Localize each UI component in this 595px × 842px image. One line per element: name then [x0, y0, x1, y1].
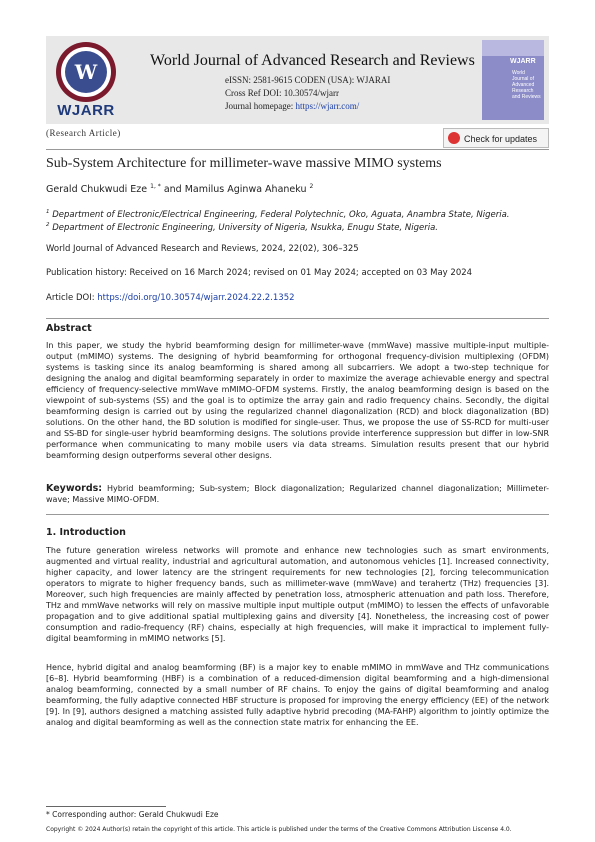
author-2[interactable]: Mamilus Aginwa Ahaneku: [184, 184, 307, 196]
journal-title: World Journal of Advanced Research and Reviews: [150, 52, 475, 69]
abstract-divider-bottom: [46, 514, 549, 515]
check-updates-label: Check for updates: [464, 134, 538, 144]
homepage-link[interactable]: https://wjarr.com/: [295, 101, 360, 111]
doi-link[interactable]: https://doi.org/10.30574/wjarr.2024.22.2.1352: [97, 293, 295, 303]
publication-history: Publication history: Received on 16 March 2024; revised on 01 May 2024; accepted on 03 May 2024: [46, 268, 473, 278]
logo-letter: W: [65, 51, 107, 93]
crossref-line: Cross Ref DOI: 10.30574/wjarr: [225, 88, 339, 98]
intro-paragraph-1: The future generation wireless networks will promote and enhance new technologies such as smart environments, augmented and virtual reality, industrial and agricultural automation, and autonomous vehicles [1]. Increased connectivity, higher capacity, and lower latency are the stringent requirements for new technologies [2], forcing telecommunication operators to migrate to higher frequency bands, such as millimeter-wave (mmWave) and terahertz (THz) frequencies [3]. Moreover, such high frequencies are mainly affected by penetration loss, atmospheric attenuation and path loss. Therefore, THz and mmWave networks will rely on massive multiple input multiple output (mMIMO) to lessen the effects of unfavorable propagation and to give additional spatial multiplexing gains and diversity [4]. Nonetheless, the increasing cost of power consumption and radio-frequency (RF) chains, especially at high frequencies, will make it impractical to implement fully-digital beamforming in mMIMO networks [5].: [46, 546, 549, 643]
citation: World Journal of Advanced Research and Reviews, 2024, 22(02), 306–325: [46, 244, 359, 254]
article-title: Sub-System Architecture for millimeter-wave massive MIMO systems: [46, 156, 442, 171]
author-list: Gerald Chukwudi Eze $^{1, *}$ and Mamilus Aginwa Ahaneku $^2$: [46, 183, 314, 196]
affiliation-1: $^1$ Department of Electronic/Electrical Engineering, Federal Polytechnic, Oko, Aguata, Anambra State, Nigeria.: [46, 209, 510, 220]
footnote-divider: [46, 806, 166, 807]
keywords-label: Keywords:: [46, 483, 103, 494]
article-type: (Research Article): [46, 128, 121, 138]
abstract-heading: Abstract: [46, 323, 92, 334]
check-for-updates-button[interactable]: [443, 128, 549, 148]
abstract-body: In this paper, we study the hybrid beamforming design for millimeter-wave (mmWave) massive multiple-input multiple-output (mMIMO) systems. The designing of hybrid beamforming for orthogonal frequency-division multiplexing (OFDM) systems is tasking since its analog beamforming is shared among all subcarriers. We adopt a two-step technique for designing the analog and digital beamforming separately in order to maximize the average achievable energy and spectral efficiency of frequency-selective mmWave mMIMO-OFDM systems. Firstly, the analog beamforming design is based on the viewpoint of sub-systems (SS) and the goal is to optimize the array gain and radio frequency chains. Secondly, the digital beamforming design is carried out by using the regularized channel diagonalization (RCD) and block diagonalization (BD) solutions. On the other hand, the BD solution is modified for single-user. Thus, we propose the use of SS-RCD for multi-user and SS-BD for single-user hybrid beamforming designs. The solutions provide interference suppression but differ in low-SNR performance when communicating to many mobile users via data streams. Simulation results present that our hybrid beamforming design outperforms several other designs.: [46, 341, 549, 460]
journal-meta: [225, 74, 390, 113]
copyright-notice: Copyright © 2024 Author(s) retain the copyright of this article. This article is published under the terms of the Creative Commons Attribution Liscense 4.0.: [46, 826, 512, 833]
header-divider: [46, 149, 549, 150]
check-updates-icon: [448, 132, 460, 144]
article-doi: Article DOI: https://doi.org/10.30574/wjarr.2024.22.2.1352: [46, 293, 295, 303]
section-heading-introduction: 1. Introduction: [46, 527, 126, 538]
corresponding-author-note: * Corresponding author: Gerald Chukwudi Eze: [46, 810, 219, 819]
cover-title: WJARR: [510, 58, 536, 65]
journal-cover: [482, 40, 544, 120]
keywords: Keywords: Hybrid beamforming; Sub-system; Block diagonalization; Regularized channel diagonalization; Millimeter-wave; Massive MIMO-OFDM.: [46, 483, 549, 504]
intro-paragraph-2: Hence, hybrid digital and analog beamforming (BF) is a major key to enable mMIMO in mmWave and THz communications [6–8]. Hybrid beamforming (HBF) is a combination of a reduced-dimension digital beamforming and a high-dimensional analog beamforming, connected by a small number of RF chains. To enjoy the gains of digital beamforming and analog beamforming, the fully adaptive connected HBF structure is proposed for improving the energy efficiency (EE) of the network [9]. In [9], authors designed a matching assisted fully adaptive hybrid precoding (MA-FAHP) algorithm to jointly optimize the analog and digital beamforming as well as the connection state matrix for enhancing the EE.: [46, 663, 549, 727]
issn-line: eISSN: 2581-9615 CODEN (USA): WJARAI: [225, 75, 391, 85]
journal-logo: [50, 42, 122, 122]
author-1[interactable]: Gerald Chukwudi Eze: [46, 184, 148, 196]
logo-text: WJARR: [57, 102, 115, 119]
affiliation-2: $^2$ Department of Electronic Engineering, University of Nigeria, Nsukka, Enugu State, Nigeria.: [46, 222, 438, 233]
abstract-divider-top: [46, 318, 549, 319]
cover-subtitle: World Journal of Advanced Research and Reviews: [512, 70, 541, 100]
homepage-line: Journal homepage: https://wjarr.com/: [225, 101, 360, 111]
